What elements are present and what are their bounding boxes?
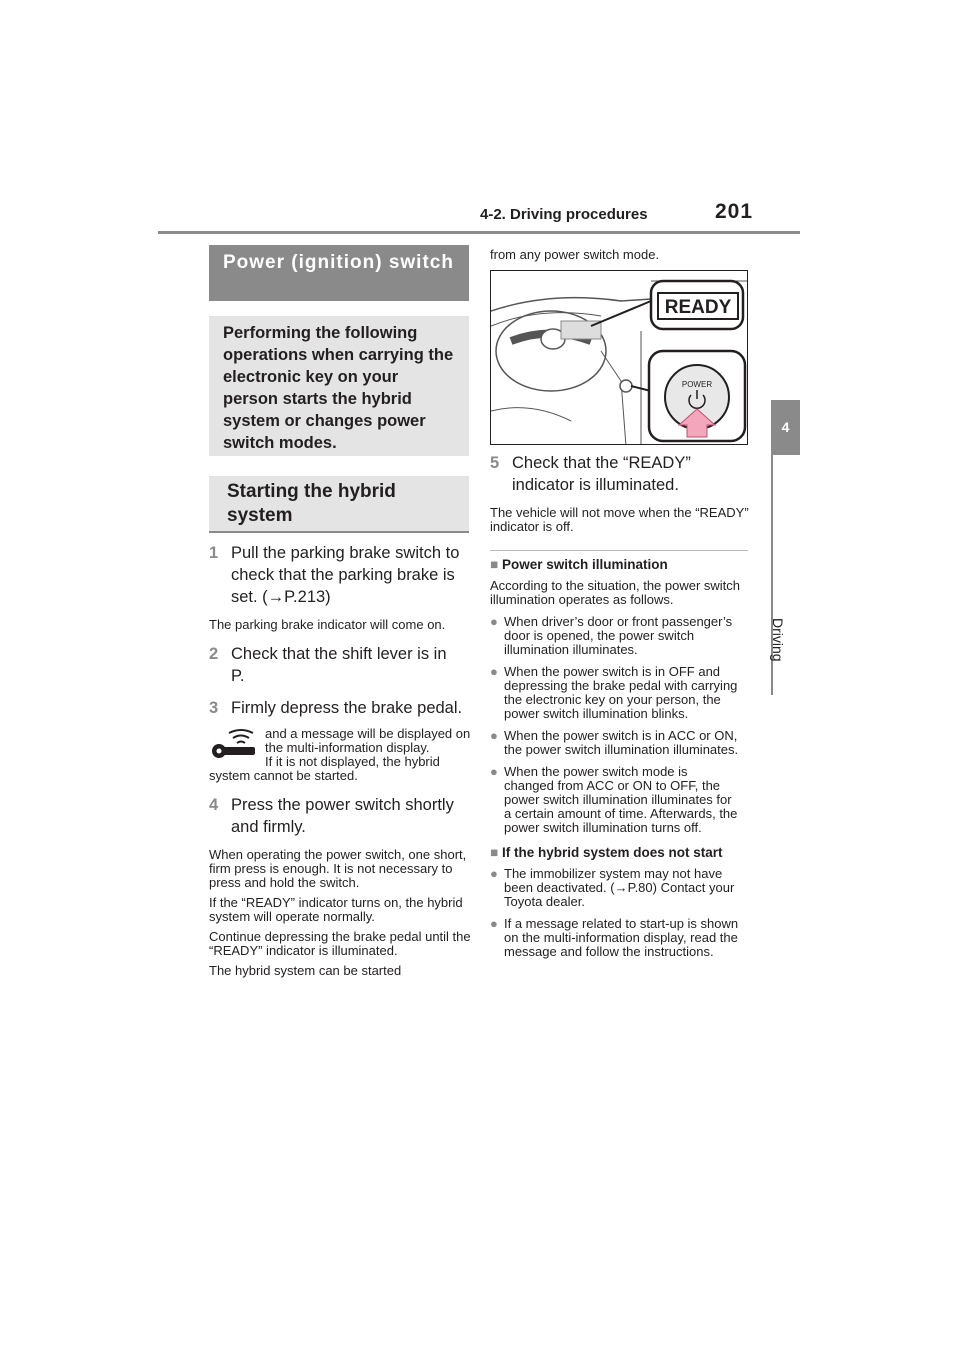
list-item: ● When the power switch is in ACC or ON, the power switch illumination illuminates. [490,728,739,757]
step-4-note-4: The hybrid system can be started [209,963,402,978]
step-text: Check that the “READY” indicator is illuminated. [512,454,691,494]
section-hybrid-not-start: ■ If the hybrid system does not start [490,845,723,860]
list-item: ● When driver’s door or front passenger’s door is opened, the power switch illumination illuminates. [490,614,733,657]
step-number: 3 [209,699,219,717]
step-4-note-1: When operating the power switch, one short, firm press is enough. It is not necessary to press and hold the switch. [209,847,467,890]
subheading: Starting the hybrid system [209,476,469,532]
chapter-name: Driving [770,618,786,662]
list-item: ● If a message related to start-up is shown on the multi-information display, read the message and follow the instructions. [490,916,739,959]
step-number: 4 [209,796,219,814]
left-body [209,542,471,978]
ready-label: READY [664,297,732,318]
step-4-note-3: Continue depressing the brake pedal until the “READY” indicator is illuminated. [209,929,471,958]
power-label: POWER [681,380,713,389]
notes-section [490,557,752,959]
step-1-note: The parking brake indicator will come on. [209,617,446,632]
step-text: Press the power switch shortly and firmly. [231,796,454,836]
section-divider [490,550,748,551]
list-item: ● When the power switch mode is changed from ACC or ON to OFF, the power switch illumination illuminates for a certain amount of time. Afterwards, the power switch illumination turns off. [490,764,738,835]
step-4-note-2: If the “READY” indicator turns on, the hybrid system will operate normally. [209,895,463,924]
step-number: 1 [209,544,219,562]
page-number: 201 [715,200,754,223]
section-title-1: Power switch illumination [502,557,668,572]
header-rule [158,231,800,234]
subheading-underline [209,531,469,533]
section-power-switch-illumination: ■ Power switch illumination [490,557,668,572]
dashboard-illustration [491,271,748,445]
step-text: Check that the shift lever is in P. [231,645,447,685]
box-title: Power (ignition) switch [209,245,469,301]
step-text: Firmly depress the brake pedal. [231,699,463,717]
step-2 [209,643,471,687]
power-switch-illustration [490,270,748,445]
step-3 [209,697,471,719]
list-item: ● The immobilizer system may not have been deactivated. (→P.80) Contact your Toyota dealer. [490,866,735,909]
list-item: ● When the power switch is in OFF and depressing the brake pedal with carrying the electronic key on your person, the power switch illumination blinks. [490,664,738,721]
step-5 [490,452,752,496]
step-5-note: The vehicle will not move when the “READY” indicator is off. [490,505,749,534]
right-body [490,452,752,534]
step-4 [209,794,471,838]
section-1-intro: According to the situation, the power switch illumination operates as follows. [490,578,741,607]
step-3-note-b: If it is not displayed, the hybrid system cannot be started. [209,754,440,783]
step-3-note [209,727,471,783]
section-title: 4-2. Driving procedures [480,206,648,223]
chapter-number-tab: 4 [771,400,800,455]
step-number: 2 [209,645,219,663]
step-1 [209,542,471,608]
continued-text: from any power switch mode. [490,247,660,262]
box-intro: Performing the following operations when carrying the electronic key on your person starts the hybrid system or changes power switch modes. [209,316,469,456]
key-indicator-icon [209,727,259,759]
step-3-note-a: and a message will be displayed on the multi-information display. [265,726,471,755]
step-text: Pull the parking brake switch to check that the parking brake is set. (→P.213) [231,544,460,606]
step-number: 5 [490,454,500,472]
section-title-2: If the hybrid system does not start [502,845,723,860]
